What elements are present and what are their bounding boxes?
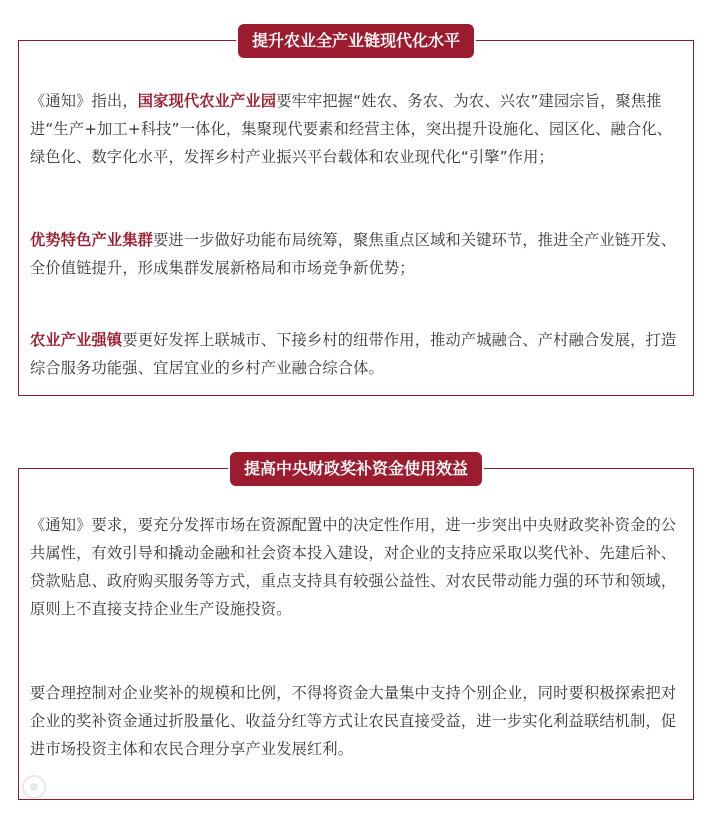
section-fiscal-funds xyxy=(18,459,694,800)
paragraph-text: 要进一步做好功能布局统筹，聚焦重点区域和关键环节，推进全产业链开发、全价值链提升，形成集群发展新格局和市场竞争新优势； xyxy=(30,231,677,277)
highlight-term: 优势特色产业集群 xyxy=(30,231,154,249)
highlight-term: 农业产业强镇 xyxy=(30,331,123,349)
paragraph: 《通知》要求，要充分发挥市场在资源配置中的决定性作用，进一步突出中央财政奖补资金的公共属性，有效引导和撬动金融和社会资本投入建设，对企业的支持应采取以奖代补、先建后补、贷款贴息、政府购买服务等方式，重点支持具有较强公益性、对农民带动能力强的环节和领域，原则上不直接支持企业生产设施投资。 xyxy=(30,516,677,618)
paragraph-text: 要牢牢把握“姓农、务农、为农、兴农”建园宗旨，聚焦推进“生产+加工+科技”一体化，集聚现代要素和经营主体，突出提升设施化、园区化、融合化、绿色化、数字化水平，发挥乡村产业振兴平台载体和农业现代化“引擎”作用； xyxy=(30,92,673,166)
paragraph-prefix: 《通知》指出， xyxy=(30,92,138,110)
highlight-term: 国家现代农业产业园 xyxy=(137,92,277,110)
paragraph xyxy=(30,226,686,282)
watermark-logo-icon xyxy=(20,773,48,801)
paragraph xyxy=(30,87,686,171)
section-agri-chain xyxy=(18,31,694,396)
section-title: 提升农业全产业链现代化水平 xyxy=(238,24,474,58)
section-title: 提高中央财政奖补资金使用效益 xyxy=(230,452,482,486)
paragraph xyxy=(30,326,686,382)
paragraph: 要合理控制对企业奖补的规模和比例，不得将资金大量集中支持个别企业，同时要积极探索把对企业的奖补资金通过折股量化、收益分红等方式让农民直接受益，进一步实化利益联结机制，促进市场投资主体和农民合理分享产业发展红利。 xyxy=(30,684,677,758)
paragraph-text: 要更好发挥上联城市、下接乡村的纽带作用，推动产城融合、产村融合发展，打造综合服务功能强、宜居宜业的乡村产业融合综合体。 xyxy=(30,331,677,377)
